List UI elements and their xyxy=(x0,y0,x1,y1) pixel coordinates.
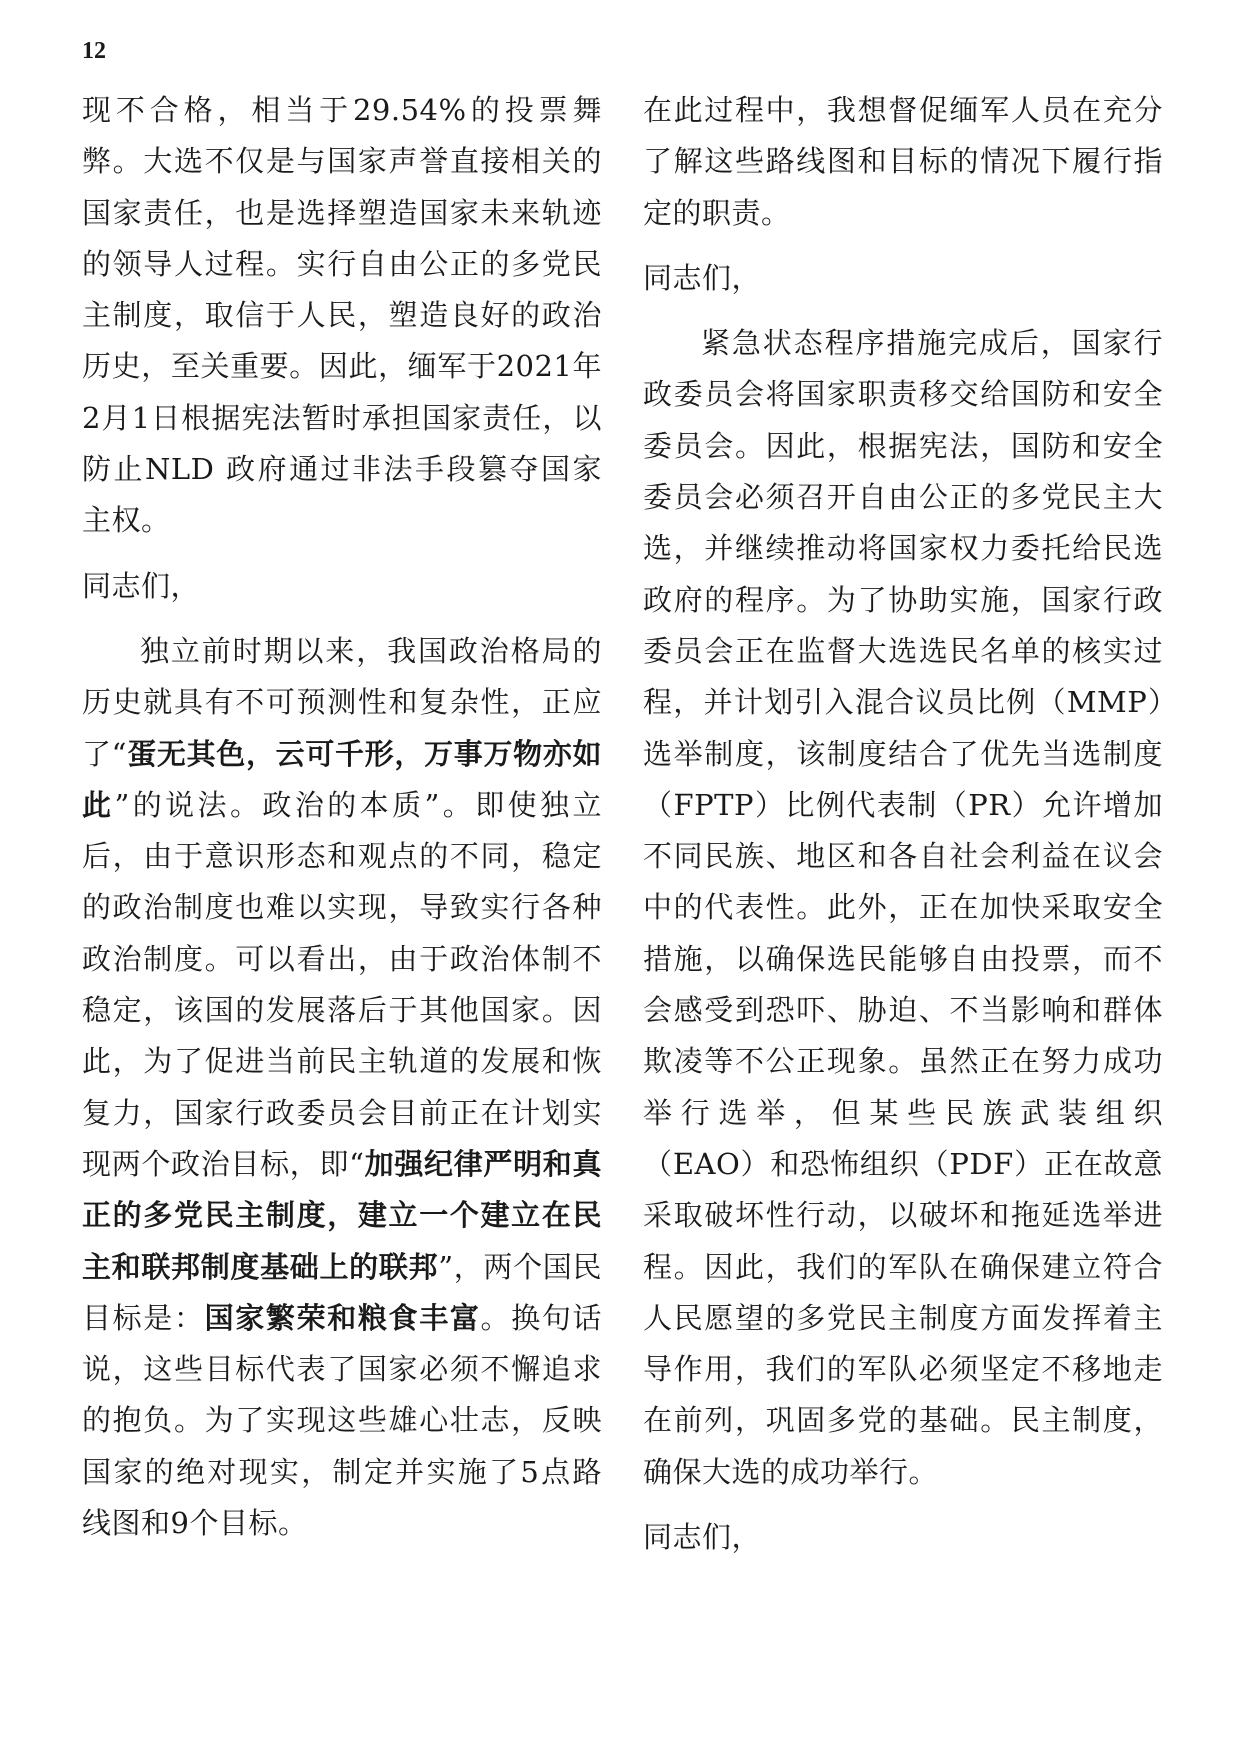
left-column xyxy=(82,85,602,1563)
text-run: 独立前时期以来，我国政治格局的历史就具有不可预测性和复杂性，正应了“ xyxy=(82,633,602,771)
right-paragraph-1: 在此过程中，我想督促缅军人员在充分了解这些路线图和目标的情况下履行指定的职责。 xyxy=(643,93,1163,230)
left-paragraph-2 xyxy=(82,626,602,1549)
text-run: ”的说法。政治的本质”。即使独立后，由于意识形态和观点的不同，稳定的政治制度也难以实现，导致实行各种政治制度。可以看出，由于政治体制不稳定，该国的发展落后于其他国家。因此，为了促进当前民主轨道的发展和恢复力，国家行政委员会目前正在计划实现两个政治目标，即“ xyxy=(82,787,602,1181)
bold-quote-proverb: 蛋无其色，云可千形，万事万物亦如此 xyxy=(82,736,602,822)
bold-national-goals: 国家繁荣和粮食丰富 xyxy=(204,1300,481,1335)
text-run: 。换句话说，这些目标代表了国家必须不懈追求的抱负。为了实现这些雄心壮志，反映国家的绝对现实，制定并实施了5点路线图和9个目标。 xyxy=(82,1300,602,1541)
right-paragraph-2: 紧急状态程序措施完成后，国家行政委员会将国家职责移交给国防和安全委员会。因此，根据宪法，国防和安全委员会必须召开自由公正的多党民主大选，并继续推动将国家权力委托给民选政府的程序。为了协助实施，国家行政委员会正在监督大选选民名单的核实过程，并计划引入混合议员比例（MMP）选举制度，该制度结合了优先当选制度（FPTP）比例代表制（PR）允许增加不同民族、地区和各自社会利益在议会中的代表性。此外，正在加快采取安全措施，以确保选民能够自由投票，而不会感受到恐吓、胁迫、不当影响和群体欺凌等不公正现象。虽然正在努力成功举行选举，但某些民族武装组织（EAO）和恐怖组织（PDF）正在故意采取破坏性行动，以破坏和拖延选举进程。因此，我们的军队在确保建立符合人民愿望的多党民主制度方面发挥着主导作用，我们的军队必须坚定不移地走在前列，巩固多党的基础。民主制度，确保大选的成功举行。 xyxy=(643,326,1163,1489)
right-salutation-1: 同志们， xyxy=(643,260,762,295)
text-run: ”，两个国民目标是： xyxy=(82,1249,602,1335)
right-column xyxy=(643,85,1163,1577)
left-paragraph-1: 现不合格，相当于29.54%的投票舞弊。大选不仅是与国家声誉直接相关的国家责任，也是选择塑造国家未来轨迹的领导人过程。实行自由公正的多党民主制度，取信于人民，塑造良好的政治历史，至关重要。因此，缅军于2021年2月1日根据宪法暂时承担国家责任，以防止NLD 政府通过非法手段篡夺国家主权。 xyxy=(82,93,602,538)
page-number: 12 xyxy=(82,38,106,64)
bold-political-goals: 加强纪律严明和真正的多党民主制度，建立一个建立在民主和联邦制度基础上的联邦 xyxy=(82,1146,602,1284)
right-salutation-2: 同志们， xyxy=(643,1520,762,1555)
left-salutation: 同志们， xyxy=(82,568,201,603)
